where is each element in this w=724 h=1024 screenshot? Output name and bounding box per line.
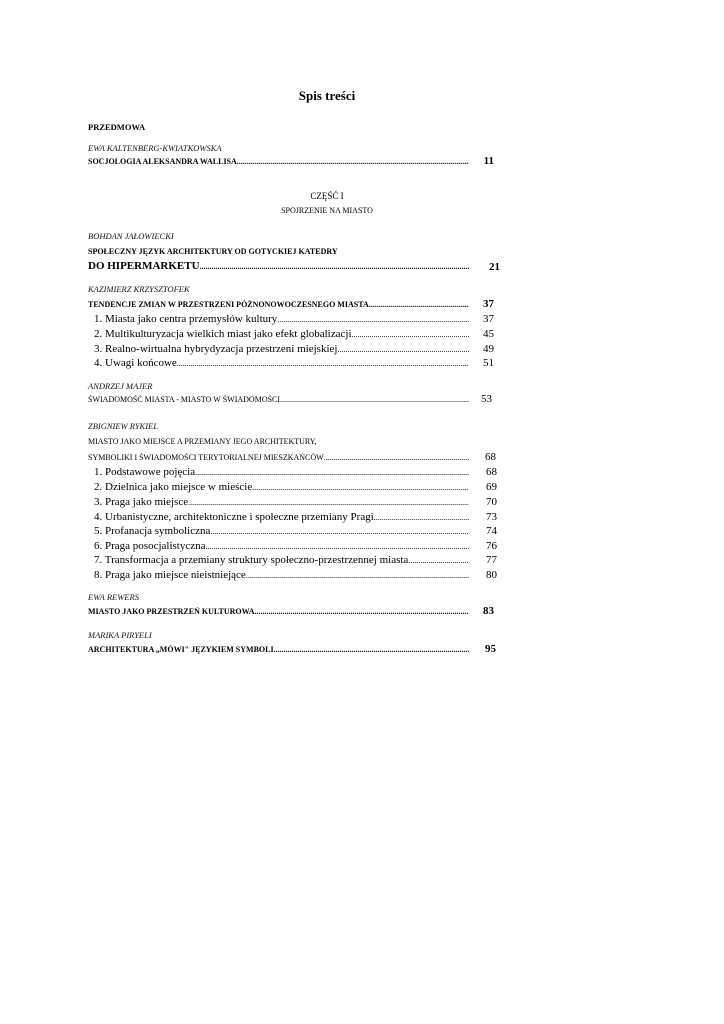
toc-entry-essay5[interactable] — [88, 607, 469, 616]
dot-leader — [177, 359, 469, 368]
entry-page: 83 — [483, 605, 494, 617]
toc-section[interactable] — [94, 313, 469, 325]
dot-leader — [210, 527, 469, 536]
section-page: 70 — [486, 496, 497, 508]
toc-section[interactable] — [94, 554, 469, 566]
entry-page: 37 — [483, 298, 494, 310]
dot-leader — [280, 395, 469, 404]
dot-leader — [277, 315, 469, 324]
dot-leader — [254, 607, 469, 616]
toc-entry-essay2[interactable] — [88, 300, 469, 309]
section-page: 51 — [483, 357, 494, 369]
essay1-author: BOHDAN JAŁOWIECKI — [88, 231, 174, 241]
essay4-author: ZBIGNIEW RYKIEL — [88, 421, 158, 431]
dot-leader — [374, 513, 469, 522]
essay1-title-line1: SPOŁECZNY JĘZYK ARCHITEKTURY OD GOTYCKIEJ KATEDRY — [88, 247, 338, 256]
toc-section[interactable] — [94, 540, 469, 552]
dot-leader — [408, 556, 469, 565]
preface-author: EWA KALTENBERG-KWIATKOWSKA — [88, 143, 222, 153]
section-title: 7. Transformacja a przemiany struktury społeczno-przestrzennej miasta — [94, 554, 409, 566]
section-title: 3. Praga jako miejsce — [94, 496, 189, 508]
dot-leader — [206, 542, 470, 551]
toc-section[interactable] — [94, 481, 469, 493]
section-page: 77 — [486, 554, 497, 566]
section-title: 5. Profanacja symboliczna — [94, 525, 211, 537]
section-page: 76 — [486, 540, 497, 552]
toc-section[interactable] — [94, 511, 469, 523]
section-page: 74 — [486, 525, 497, 537]
dot-leader — [237, 157, 469, 166]
section-page: 80 — [486, 569, 497, 581]
toc-entry-essay3[interactable] — [88, 395, 469, 404]
essay4-title-line1: MIASTO JAKO MIEJSCE A PRZEMIANY JEGO ARCHITEKTURY, — [88, 437, 317, 446]
section-page: 69 — [486, 481, 497, 493]
essay5-author: EWA REWERS — [88, 592, 139, 602]
section-page: 73 — [486, 511, 497, 523]
section-title: 3. Realno-wirtualna hybrydyzacja przestrzeni miejskiej — [94, 343, 338, 355]
toc-section[interactable] — [94, 328, 469, 340]
page-title: Spis treści — [298, 88, 356, 103]
section-page: 49 — [483, 343, 494, 355]
toc-entry-preface[interactable] — [88, 157, 469, 166]
essay6-author: MARIKA PIRYELI — [88, 630, 152, 640]
section-title: 2. Dzielnica jako miejsce w mieście — [94, 481, 253, 493]
entry-title: ŚWIADOMOŚĆ MIASTA - MIASTO W ŚWIADOMOŚCI — [88, 395, 281, 404]
toc-entry-essay1[interactable] — [88, 260, 469, 272]
dot-leader — [195, 468, 469, 477]
entry-title: TENDENCJE ZMIAN W PRZESTRZENI PÓŹNONOWOCZESNEGO MIASTA — [88, 300, 369, 309]
entry-page: 53 — [481, 393, 492, 405]
section-page: 45 — [483, 328, 494, 340]
toc-section[interactable] — [94, 466, 469, 478]
entry-title: SYMBOLIKI I ŚWIADOMOŚCI TERYTORIALNEJ MIESZKAŃCÓW — [88, 453, 324, 462]
essay3-author: ANDRZEJ MAJER — [88, 381, 153, 391]
toc-section[interactable] — [94, 496, 469, 508]
section-page: 68 — [486, 466, 497, 478]
entry-page: 11 — [483, 155, 494, 167]
entry-page: 68 — [485, 451, 496, 463]
dot-leader — [337, 345, 469, 354]
part-label: CZĘŚĆ I — [310, 191, 344, 201]
dot-leader — [252, 483, 469, 492]
dot-leader — [200, 262, 469, 271]
section-title: 4. Urbanistyczne, architektoniczne i społeczne przemiany Pragi — [94, 511, 374, 523]
preface-label: PRZEDMOWA — [88, 122, 146, 132]
toc-section[interactable] — [94, 357, 469, 369]
essay2-author: KAZIMIERZ KRZYSZTOFEK — [88, 284, 190, 294]
entry-page: 95 — [485, 643, 496, 655]
entry-title: MIASTO JAKO PRZESTRZEŃ KULTUROWA — [88, 607, 255, 616]
part-subtitle: SPOJRZENIE NA MIASTO — [281, 206, 373, 215]
entry-title: SOCJOLOGIA ALEKSANDRA WALLISA — [88, 157, 237, 166]
dot-leader — [352, 330, 469, 339]
section-title: 6. Praga posocjalistyczna — [94, 540, 206, 552]
dot-leader — [274, 645, 469, 654]
section-title: 1. Miasta jako centra przemysłów kultury — [94, 313, 278, 325]
section-title: 8. Praga jako miejsce nieistniejące — [94, 569, 246, 581]
toc-section[interactable] — [94, 343, 469, 355]
dot-leader — [188, 498, 469, 507]
toc-section[interactable] — [94, 569, 469, 581]
entry-title: ARCHITEKTURA „MÓWI" JĘZYKIEM SYMBOLI — [88, 645, 274, 654]
section-title: 1. Podstawowe pojęcia — [94, 466, 196, 478]
section-title: 2. Multikulturyzacja wielkich miast jako efekt globalizacji — [94, 328, 352, 340]
toc-entry-essay6[interactable] — [88, 645, 469, 654]
dot-leader — [324, 453, 469, 462]
dot-leader — [369, 300, 469, 309]
entry-title: DO HIPERMARKETU — [88, 260, 200, 272]
toc-entry-essay4[interactable] — [88, 453, 469, 462]
section-title: 4. Uwagi końcowe — [94, 357, 177, 369]
toc-section[interactable] — [94, 525, 469, 537]
section-page: 37 — [483, 313, 494, 325]
entry-page: 21 — [489, 261, 500, 273]
dot-leader — [246, 571, 469, 580]
